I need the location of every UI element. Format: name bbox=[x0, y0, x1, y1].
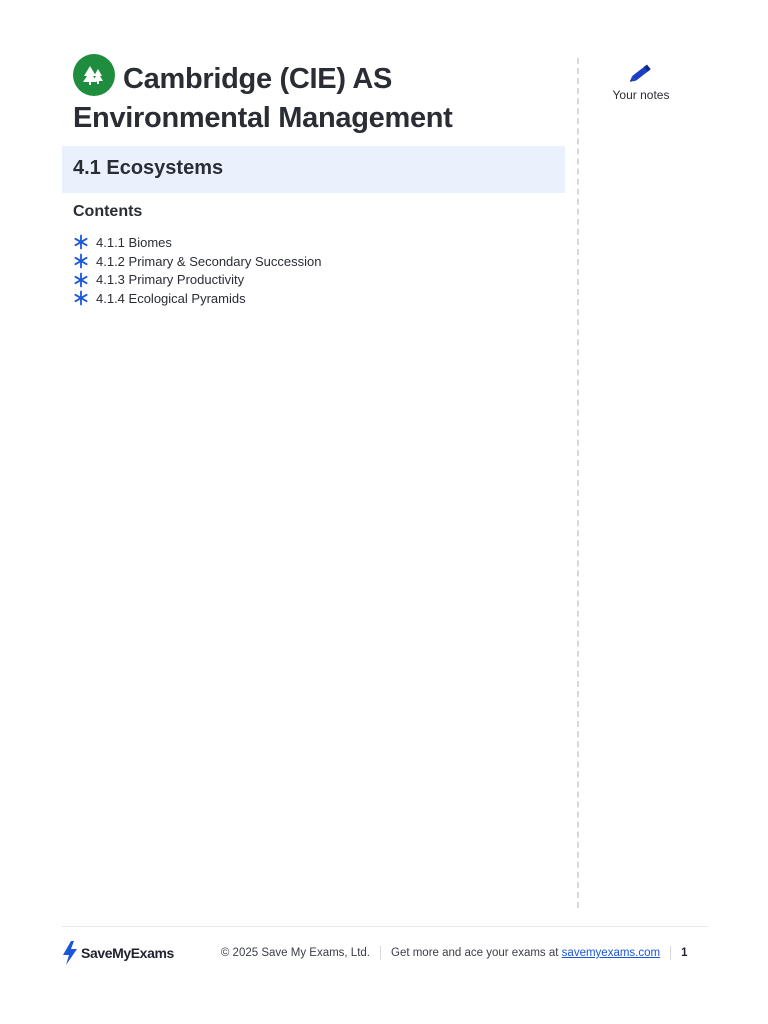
footer-divider bbox=[62, 926, 708, 927]
notes-divider bbox=[577, 58, 579, 908]
contents-item-label: 4.1.1 Biomes bbox=[96, 234, 172, 250]
contents-item-label: 4.1.2 Primary & Secondary Succession bbox=[96, 253, 322, 269]
doc-title-line1: Cambridge (CIE) AS bbox=[123, 63, 393, 95]
copyright-text: © 2025 Save My Exams, Ltd. bbox=[220, 947, 370, 959]
page-footer bbox=[62, 940, 708, 966]
footer-separator bbox=[670, 946, 671, 960]
contents-item[interactable] bbox=[73, 233, 321, 252]
contents-item-label: 4.1.4 Ecological Pyramids bbox=[96, 290, 246, 306]
document-header bbox=[73, 58, 553, 136]
contents-list bbox=[73, 233, 321, 308]
brand-name: SaveMyExams bbox=[81, 945, 174, 961]
topic-title: 4.1 Ecosystems bbox=[73, 157, 224, 179]
footer-separator bbox=[380, 946, 381, 960]
your-notes-label: Your notes bbox=[612, 88, 670, 102]
trees-icon bbox=[73, 54, 115, 96]
asterisk-icon bbox=[73, 234, 89, 250]
brand-logo[interactable] bbox=[62, 941, 174, 965]
pencil-icon bbox=[626, 60, 656, 86]
topic-banner bbox=[62, 146, 565, 193]
cta-text: Get more and ace your exams at bbox=[391, 947, 562, 959]
contents-item-label: 4.1.3 Primary Productivity bbox=[96, 272, 245, 288]
asterisk-icon bbox=[73, 272, 89, 288]
asterisk-icon bbox=[73, 253, 89, 269]
doc-title-line2: Environmental Management bbox=[73, 102, 453, 134]
footer-cta bbox=[391, 947, 660, 959]
contents-heading: Contents bbox=[73, 203, 143, 220]
contents-item[interactable] bbox=[73, 252, 321, 271]
contents-item[interactable] bbox=[73, 270, 321, 289]
contents-item[interactable] bbox=[73, 289, 321, 308]
notes-column bbox=[597, 60, 685, 102]
savemyexams-link[interactable]: savemyexams.com bbox=[561, 947, 661, 959]
asterisk-icon bbox=[73, 290, 89, 306]
bolt-icon bbox=[62, 941, 78, 965]
page-number: 1 bbox=[681, 947, 688, 959]
